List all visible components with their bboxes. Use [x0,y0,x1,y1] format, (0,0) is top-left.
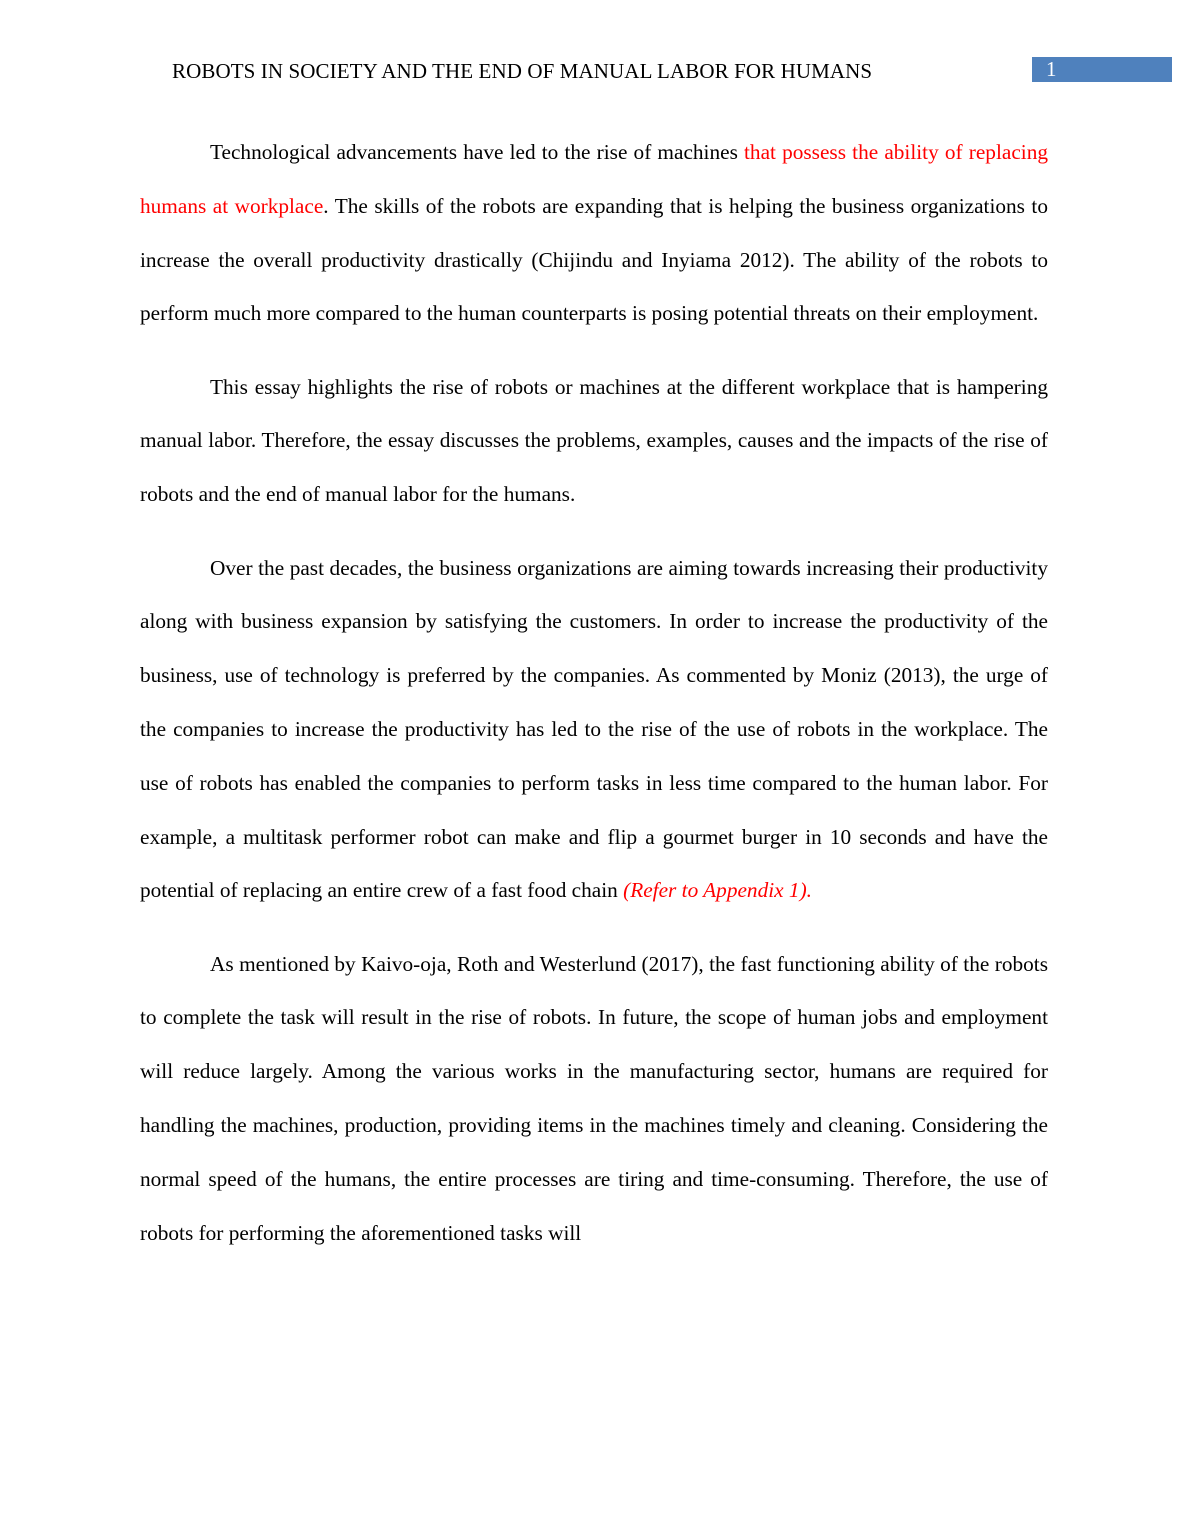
page-number: 1 [1046,57,1057,81]
paragraph-intro [140,126,1048,341]
paragraph-future-jobs [140,938,1048,1261]
paragraph-intro-text: Technological advancements have led to the rise of machines [210,140,745,164]
paragraph-future-jobs-text: As mentioned by Kaivo-oja, Roth and Westerlund (2017), the fast functioning ability of the robots to complete the task will result in the rise of robots. In future, the scope of human jobs and employment will reduce largely. Among the various works in the manufacturing sector, humans are required for handling the machines, production, providing items in the machines timely and cleaning. Considering the normal speed of the humans, the entire processes are tiring and time-consuming. Therefore, the use of robots for performing the aforementioned tasks will [140,951,1048,1245]
running-head: ROBOTS IN SOCIETY AND THE END OF MANUAL LABOR FOR HUMANS [172,59,873,83]
paragraph-productivity [140,542,1048,919]
paragraph-essay-overview-text: This essay highlights the rise of robots or machines at the different workplace that is hampering manual labor. Therefore, the essay discusses the problems, examples, causes and the impacts of the rise of robots and the end of manual labor for the humans. [140,374,1048,507]
appendix-reference: (Refer to Appendix 1). [623,878,812,903]
paragraph-productivity-text: Over the past decades, the business organizations are aiming towards increasing their productivity along with business expansion by satisfying the customers. In order to increase the productivity of the business, use of technology is preferred by the companies. As commented by Moniz (2013), the urge of the companies to increase the productivity has led to the rise of the use of robots in the workplace. The use of robots has enabled the companies to perform tasks in less time compared to the human labor. For example, a multitask performer robot can make and flip a gourmet burger in 10 seconds and have the potential of replacing an entire crew of a fast food chain [140,555,1048,903]
body-text [140,126,1048,1280]
paragraph-essay-overview [140,361,1048,522]
page-number-box [1032,57,1172,82]
highlighted-phrase: that possess the ability of replacing humans at workplace [140,140,1048,218]
paragraph-intro-text-continued: . The skills of the robots are expanding that is helping the business organizations to increase the overall productivity drastically (Chijindu and Inyiama 2012). The ability of the robots to perform much more compared to the human counterparts is posing potential threats on their employment. [140,193,1048,326]
